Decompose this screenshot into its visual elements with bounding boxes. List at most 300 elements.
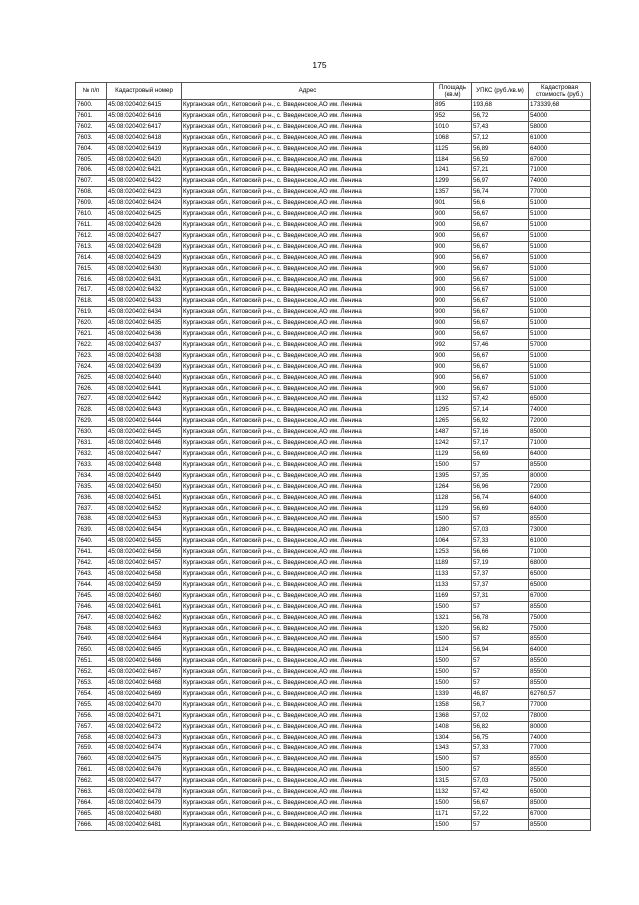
cell-row-number: 7624. [76, 361, 107, 372]
cell-upks: 57 [472, 514, 529, 525]
cell-address: Курганская обл., Кетовский р-н., с. Введенское,АО им. Ленина [182, 819, 434, 830]
cell-cadastral-value: 85000 [529, 798, 591, 809]
table-row [76, 503, 591, 514]
table-row [76, 525, 591, 536]
cell-cadastral-value: 64000 [529, 143, 591, 154]
cadastral-value-table [75, 82, 591, 831]
cell-cadastral-value: 72000 [529, 416, 591, 427]
cell-row-number: 7630. [76, 427, 107, 438]
table-row [76, 656, 591, 667]
table-row [76, 263, 591, 274]
cell-cadastral-value: 51000 [529, 383, 591, 394]
cell-row-number: 7646. [76, 601, 107, 612]
cell-upks: 46,87 [472, 688, 529, 699]
cell-cadastral-number: 45:08:020402:6451 [107, 492, 182, 503]
cell-row-number: 7653. [76, 678, 107, 689]
cell-row-number: 7604. [76, 143, 107, 154]
table-row [76, 536, 591, 547]
table-row [76, 339, 591, 350]
cell-address: Курганская обл., Кетовский р-н., с. Введенское,АО им. Ленина [182, 623, 434, 634]
cell-cadastral-number: 45:08:020402:6417 [107, 121, 182, 132]
cell-cadastral-value: 77000 [529, 743, 591, 754]
cell-upks: 56,89 [472, 143, 529, 154]
cell-cadastral-number: 45:08:020402:6436 [107, 329, 182, 340]
cell-cadastral-number: 45:08:020402:6462 [107, 612, 182, 623]
cell-cadastral-number: 45:08:020402:6450 [107, 481, 182, 492]
cell-cadastral-number: 45:08:020402:6461 [107, 601, 182, 612]
cell-address: Курганская обл., Кетовский р-н., с. Введенское,АО им. Ленина [182, 481, 434, 492]
cell-upks: 57,37 [472, 579, 529, 590]
cell-upks: 56,92 [472, 416, 529, 427]
cell-upks: 56,67 [472, 798, 529, 809]
cell-address: Курганская обл., Кетовский р-н., с. Введенское,АО им. Ленина [182, 449, 434, 460]
cell-area: 900 [434, 383, 472, 394]
cell-cadastral-value: 65000 [529, 787, 591, 798]
cell-area: 1128 [434, 492, 472, 503]
cell-address: Курганская обл., Кетовский р-н., с. Введенское,АО им. Ленина [182, 688, 434, 699]
cell-address: Курганская обл., Кетовский р-н., с. Введенское,АО им. Ленина [182, 372, 434, 383]
cell-cadastral-value: 51000 [529, 372, 591, 383]
cell-area: 900 [434, 209, 472, 220]
cell-row-number: 7648. [76, 623, 107, 634]
cell-address: Курганская обл., Кетовский р-н., с. Введенское,АО им. Ленина [182, 405, 434, 416]
cell-address: Курганская обл., Кетовский р-н., с. Введенское,АО им. Ленина [182, 787, 434, 798]
cell-row-number: 7661. [76, 765, 107, 776]
cell-upks: 57,17 [472, 438, 529, 449]
cell-cadastral-value: 65000 [529, 394, 591, 405]
cell-area: 1321 [434, 612, 472, 623]
cell-area: 1280 [434, 525, 472, 536]
table-row [76, 350, 591, 361]
table-row [76, 274, 591, 285]
table-row [76, 110, 591, 121]
cell-upks: 56,67 [472, 252, 529, 263]
table-row [76, 819, 591, 830]
cell-cadastral-value: 80000 [529, 721, 591, 732]
cell-row-number: 7651. [76, 656, 107, 667]
cell-address: Курганская обл., Кетовский р-н., с. Введенское,АО им. Ленина [182, 645, 434, 656]
cell-row-number: 7660. [76, 754, 107, 765]
table-row [76, 307, 591, 318]
table-row [76, 285, 591, 296]
table-row [76, 623, 591, 634]
cell-area: 952 [434, 110, 472, 121]
cell-cadastral-value: 75000 [529, 623, 591, 634]
cell-upks: 56,67 [472, 350, 529, 361]
cell-row-number: 7665. [76, 808, 107, 819]
cell-area: 900 [434, 263, 472, 274]
cell-upks: 57,42 [472, 394, 529, 405]
cell-cadastral-number: 45:08:020402:6437 [107, 339, 182, 350]
cell-cadastral-number: 45:08:020402:6444 [107, 416, 182, 427]
table-row [76, 699, 591, 710]
cell-upks: 57,03 [472, 776, 529, 787]
cell-cadastral-value: 85500 [529, 765, 591, 776]
cell-row-number: 7663. [76, 787, 107, 798]
cell-area: 900 [434, 318, 472, 329]
cell-cadastral-number: 45:08:020402:6457 [107, 558, 182, 569]
cell-address: Курганская обл., Кетовский р-н., с. Введенское,АО им. Ленина [182, 525, 434, 536]
cell-area: 1264 [434, 481, 472, 492]
cell-area: 1068 [434, 132, 472, 143]
cell-address: Курганская обл., Кетовский р-н., с. Введенское,АО им. Ленина [182, 263, 434, 274]
table-row [76, 710, 591, 721]
cell-address: Курганская обл., Кетовский р-н., с. Введенское,АО им. Ленина [182, 547, 434, 558]
table-row [76, 459, 591, 470]
cell-address: Курганская обл., Кетовский р-н., с. Введенское,АО им. Ленина [182, 132, 434, 143]
cell-address: Курганская обл., Кетовский р-н., с. Введенское,АО им. Ленина [182, 383, 434, 394]
cell-cadastral-number: 45:08:020402:6476 [107, 765, 182, 776]
cell-row-number: 7606. [76, 165, 107, 176]
cell-address: Курганская обл., Кетовский р-н., с. Введенское,АО им. Ленина [182, 776, 434, 787]
cell-cadastral-value: 85500 [529, 459, 591, 470]
cell-area: 1171 [434, 808, 472, 819]
cell-address: Курганская обл., Кетовский р-н., с. Введенское,АО им. Ленина [182, 219, 434, 230]
cell-cadastral-value: 85500 [529, 514, 591, 525]
cell-cadastral-number: 45:08:020402:6429 [107, 252, 182, 263]
cell-upks: 56,75 [472, 732, 529, 743]
cell-address: Курганская обл., Кетовский р-н., с. Введенское,АО им. Ленина [182, 568, 434, 579]
cell-upks: 57,35 [472, 470, 529, 481]
cell-upks: 56,7 [472, 699, 529, 710]
cell-area: 895 [434, 100, 472, 111]
cell-cadastral-value: 51000 [529, 318, 591, 329]
cell-area: 1500 [434, 514, 472, 525]
cell-address: Курганская обл., Кетовский р-н., с. Введенское,АО им. Ленина [182, 307, 434, 318]
cell-row-number: 7654. [76, 688, 107, 699]
cell-row-number: 7615. [76, 263, 107, 274]
cell-cadastral-number: 45:08:020402:6470 [107, 699, 182, 710]
table-row [76, 121, 591, 132]
cell-row-number: 7649. [76, 634, 107, 645]
cell-cadastral-number: 45:08:020402:6455 [107, 536, 182, 547]
cell-cadastral-number: 45:08:020402:6422 [107, 176, 182, 187]
cell-cadastral-number: 45:08:020402:6434 [107, 307, 182, 318]
cell-area: 1189 [434, 558, 472, 569]
cell-row-number: 7635. [76, 481, 107, 492]
cell-cadastral-value: 51000 [529, 285, 591, 296]
cell-cadastral-number: 45:08:020402:6463 [107, 623, 182, 634]
cell-address: Курганская обл., Кетовский р-н., с. Введенское,АО им. Ленина [182, 798, 434, 809]
cell-cadastral-value: 85500 [529, 678, 591, 689]
cell-row-number: 7650. [76, 645, 107, 656]
cell-area: 1500 [434, 459, 472, 470]
table-row [76, 405, 591, 416]
cell-cadastral-number: 45:08:020402:6420 [107, 154, 182, 165]
cell-area: 1169 [434, 590, 472, 601]
cell-address: Курганская обл., Кетовский р-н., с. Введенское,АО им. Ленина [182, 743, 434, 754]
cell-row-number: 7664. [76, 798, 107, 809]
cell-area: 1500 [434, 634, 472, 645]
cell-cadastral-number: 45:08:020402:6446 [107, 438, 182, 449]
header-cadastral-value: Кадастровая стоимость (руб.) [529, 83, 591, 100]
cell-area: 1500 [434, 798, 472, 809]
cell-cadastral-number: 45:08:020402:6472 [107, 721, 182, 732]
cell-area: 900 [434, 274, 472, 285]
cell-row-number: 7617. [76, 285, 107, 296]
cell-cadastral-value: 85500 [529, 667, 591, 678]
cell-cadastral-value: 51000 [529, 361, 591, 372]
cell-address: Курганская обл., Кетовский р-н., с. Введенское,АО им. Ленина [182, 470, 434, 481]
cell-upks: 56,6 [472, 198, 529, 209]
cell-cadastral-value: 51000 [529, 296, 591, 307]
cell-cadastral-value: 62760,57 [529, 688, 591, 699]
cell-upks: 56,67 [472, 372, 529, 383]
cell-area: 900 [434, 307, 472, 318]
cell-upks: 57,37 [472, 568, 529, 579]
cell-address: Курганская обл., Кетовский р-н., с. Введенское,АО им. Ленина [182, 678, 434, 689]
cell-area: 1133 [434, 579, 472, 590]
cell-cadastral-value: 51000 [529, 274, 591, 285]
cell-cadastral-number: 45:08:020402:6430 [107, 263, 182, 274]
cell-address: Курганская обл., Кетовский р-н., с. Введенское,АО им. Ленина [182, 579, 434, 590]
cell-upks: 56,59 [472, 154, 529, 165]
cell-row-number: 7656. [76, 710, 107, 721]
cell-area: 1500 [434, 667, 472, 678]
table-row [76, 667, 591, 678]
cell-row-number: 7625. [76, 372, 107, 383]
cell-row-number: 7622. [76, 339, 107, 350]
cell-row-number: 7657. [76, 721, 107, 732]
cell-cadastral-value: 67000 [529, 154, 591, 165]
cell-cadastral-value: 51000 [529, 198, 591, 209]
cell-cadastral-value: 51000 [529, 241, 591, 252]
cell-upks: 57 [472, 601, 529, 612]
cell-cadastral-value: 64000 [529, 449, 591, 460]
cell-row-number: 7616. [76, 274, 107, 285]
cell-upks: 56,67 [472, 296, 529, 307]
cell-address: Курганская обл., Кетовский р-н., с. Введенское,АО им. Ленина [182, 154, 434, 165]
table-row [76, 754, 591, 765]
cell-cadastral-value: 64000 [529, 503, 591, 514]
cell-cadastral-value: 85500 [529, 634, 591, 645]
cell-address: Курганская обл., Кетовский р-н., с. Введенское,АО им. Ленина [182, 667, 434, 678]
cell-cadastral-value: 85500 [529, 819, 591, 830]
cell-upks: 56,67 [472, 263, 529, 274]
cell-area: 1500 [434, 754, 472, 765]
cell-upks: 57 [472, 678, 529, 689]
cell-cadastral-value: 80000 [529, 470, 591, 481]
cell-cadastral-number: 45:08:020402:6439 [107, 361, 182, 372]
cell-upks: 57,33 [472, 536, 529, 547]
cell-cadastral-value: 74000 [529, 405, 591, 416]
table-row [76, 230, 591, 241]
cell-area: 1124 [434, 645, 472, 656]
cell-row-number: 7641. [76, 547, 107, 558]
cell-row-number: 7613. [76, 241, 107, 252]
table-row [76, 645, 591, 656]
cell-upks: 57 [472, 656, 529, 667]
cell-area: 1500 [434, 678, 472, 689]
cell-row-number: 7631. [76, 438, 107, 449]
table-row [76, 241, 591, 252]
cell-row-number: 7644. [76, 579, 107, 590]
cell-row-number: 7638. [76, 514, 107, 525]
cell-row-number: 7639. [76, 525, 107, 536]
cell-cadastral-number: 45:08:020402:6459 [107, 579, 182, 590]
cell-cadastral-number: 45:08:020402:6474 [107, 743, 182, 754]
cell-cadastral-number: 45:08:020402:6425 [107, 209, 182, 220]
cell-cadastral-number: 45:08:020402:6419 [107, 143, 182, 154]
cell-row-number: 7666. [76, 819, 107, 830]
cell-cadastral-number: 45:08:020402:6432 [107, 285, 182, 296]
cell-cadastral-value: 61000 [529, 132, 591, 143]
table-row [76, 470, 591, 481]
table-row [76, 492, 591, 503]
cell-area: 1408 [434, 721, 472, 732]
cell-address: Курганская обл., Кетовский р-н., с. Введенское,АО им. Ленина [182, 438, 434, 449]
cell-address: Курганская обл., Кетовский р-н., с. Введенское,АО им. Ленина [182, 656, 434, 667]
header-address: Адрес [182, 83, 434, 100]
cell-cadastral-value: 51000 [529, 219, 591, 230]
cell-cadastral-value: 64000 [529, 492, 591, 503]
cell-cadastral-value: 51000 [529, 209, 591, 220]
cell-area: 1265 [434, 416, 472, 427]
cell-cadastral-number: 45:08:020402:6440 [107, 372, 182, 383]
table-row [76, 252, 591, 263]
cell-address: Курганская обл., Кетовский р-н., с. Введенское,АО им. Ленина [182, 754, 434, 765]
cell-address: Курганская обл., Кетовский р-н., с. Введенское,АО им. Ленина [182, 361, 434, 372]
cell-area: 1132 [434, 787, 472, 798]
cell-cadastral-number: 45:08:020402:6479 [107, 798, 182, 809]
cell-address: Курганская обл., Кетовский р-н., с. Введенское,АО им. Ленина [182, 198, 434, 209]
cell-area: 900 [434, 372, 472, 383]
cell-area: 1395 [434, 470, 472, 481]
cell-address: Курганская обл., Кетовский р-н., с. Введенское,АО им. Ленина [182, 143, 434, 154]
cell-row-number: 7629. [76, 416, 107, 427]
cell-address: Курганская обл., Кетовский р-н., с. Введенское,АО им. Ленина [182, 710, 434, 721]
cell-area: 1320 [434, 623, 472, 634]
cell-cadastral-number: 45:08:020402:6423 [107, 187, 182, 198]
cell-area: 900 [434, 361, 472, 372]
cell-cadastral-value: 67000 [529, 590, 591, 601]
cell-row-number: 7602. [76, 121, 107, 132]
cell-cadastral-number: 45:08:020402:6464 [107, 634, 182, 645]
cell-cadastral-number: 45:08:020402:6452 [107, 503, 182, 514]
cell-row-number: 7634. [76, 470, 107, 481]
cell-area: 1487 [434, 427, 472, 438]
cell-row-number: 7619. [76, 307, 107, 318]
cell-upks: 57,12 [472, 132, 529, 143]
cell-upks: 56,97 [472, 176, 529, 187]
cell-address: Курганская обл., Кетовский р-н., с. Введенское,АО им. Ленина [182, 285, 434, 296]
cell-area: 1253 [434, 547, 472, 558]
cell-area: 1299 [434, 176, 472, 187]
cell-address: Курганская обл., Кетовский р-н., с. Введенское,АО им. Ленина [182, 558, 434, 569]
cell-address: Курганская обл., Кетовский р-н., с. Введенское,АО им. Ленина [182, 329, 434, 340]
table-row [76, 198, 591, 209]
table-row [76, 688, 591, 699]
cell-row-number: 7603. [76, 132, 107, 143]
cell-upks: 57,31 [472, 590, 529, 601]
cell-cadastral-number: 45:08:020402:6449 [107, 470, 182, 481]
cell-cadastral-number: 45:08:020402:6443 [107, 405, 182, 416]
cell-area: 1358 [434, 699, 472, 710]
cell-cadastral-number: 45:08:020402:6447 [107, 449, 182, 460]
cell-address: Курганская обл., Кетовский р-н., с. Введенское,АО им. Ленина [182, 252, 434, 263]
cell-row-number: 7642. [76, 558, 107, 569]
cell-cadastral-value: 75000 [529, 612, 591, 623]
table-row [76, 449, 591, 460]
cell-area: 1304 [434, 732, 472, 743]
cell-area: 1343 [434, 743, 472, 754]
cell-address: Курганская обл., Кетовский р-н., с. Введенское,АО им. Ленина [182, 187, 434, 198]
cell-upks: 56,67 [472, 219, 529, 230]
cell-area: 1129 [434, 449, 472, 460]
cell-row-number: 7600. [76, 100, 107, 111]
table-row [76, 165, 591, 176]
cell-upks: 56,74 [472, 492, 529, 503]
cell-upks: 56,67 [472, 230, 529, 241]
header-cadastral-number: Кадастровый номер [107, 83, 182, 100]
cell-upks: 57,43 [472, 121, 529, 132]
table-row [76, 100, 591, 111]
cell-cadastral-number: 45:08:020402:6426 [107, 219, 182, 230]
cell-cadastral-number: 45:08:020402:6478 [107, 787, 182, 798]
cell-row-number: 7614. [76, 252, 107, 263]
cell-row-number: 7640. [76, 536, 107, 547]
cell-cadastral-number: 45:08:020402:6454 [107, 525, 182, 536]
cell-area: 1132 [434, 394, 472, 405]
cell-cadastral-value: 73000 [529, 525, 591, 536]
table-row [76, 601, 591, 612]
cell-row-number: 7647. [76, 612, 107, 623]
cell-address: Курганская обл., Кетовский р-н., с. Введенское,АО им. Ленина [182, 536, 434, 547]
table-row [76, 590, 591, 601]
table-row [76, 438, 591, 449]
cell-cadastral-number: 45:08:020402:6468 [107, 678, 182, 689]
cell-cadastral-value: 51000 [529, 350, 591, 361]
cell-area: 900 [434, 296, 472, 307]
cell-row-number: 7659. [76, 743, 107, 754]
table-row [76, 296, 591, 307]
cell-row-number: 7633. [76, 459, 107, 470]
cell-area: 1125 [434, 143, 472, 154]
cell-area: 1368 [434, 710, 472, 721]
header-area: Площадь (кв.м) [434, 83, 472, 100]
cell-cadastral-number: 45:08:020402:6460 [107, 590, 182, 601]
cell-address: Курганская обл., Кетовский р-н., с. Введенское,АО им. Ленина [182, 296, 434, 307]
cell-row-number: 7655. [76, 699, 107, 710]
cell-area: 1500 [434, 819, 472, 830]
cell-cadastral-number: 45:08:020402:6456 [107, 547, 182, 558]
cell-cadastral-value: 74000 [529, 732, 591, 743]
cell-cadastral-value: 64000 [529, 645, 591, 656]
cell-cadastral-number: 45:08:020402:6427 [107, 230, 182, 241]
cell-cadastral-number: 45:08:020402:6418 [107, 132, 182, 143]
cell-cadastral-number: 45:08:020402:6465 [107, 645, 182, 656]
cell-cadastral-value: 65000 [529, 579, 591, 590]
cell-upks: 56,82 [472, 721, 529, 732]
cell-row-number: 7645. [76, 590, 107, 601]
cell-upks: 56,67 [472, 274, 529, 285]
page-number: 175 [312, 60, 327, 70]
table-body [76, 100, 591, 831]
cell-upks: 193,68 [472, 100, 529, 111]
cell-upks: 56,72 [472, 110, 529, 121]
cell-address: Курганская обл., Кетовский р-н., с. Введенское,АО им. Ленина [182, 721, 434, 732]
cell-area: 1010 [434, 121, 472, 132]
table-row [76, 634, 591, 645]
cell-address: Курганская обл., Кетовский р-н., с. Введенское,АО им. Ленина [182, 492, 434, 503]
table-row [76, 776, 591, 787]
cell-area: 900 [434, 329, 472, 340]
cell-cadastral-value: 68000 [529, 558, 591, 569]
cell-address: Курганская обл., Кетовский р-н., с. Введенское,АО им. Ленина [182, 350, 434, 361]
cell-upks: 56,94 [472, 645, 529, 656]
cell-area: 900 [434, 350, 472, 361]
cell-upks: 57 [472, 459, 529, 470]
